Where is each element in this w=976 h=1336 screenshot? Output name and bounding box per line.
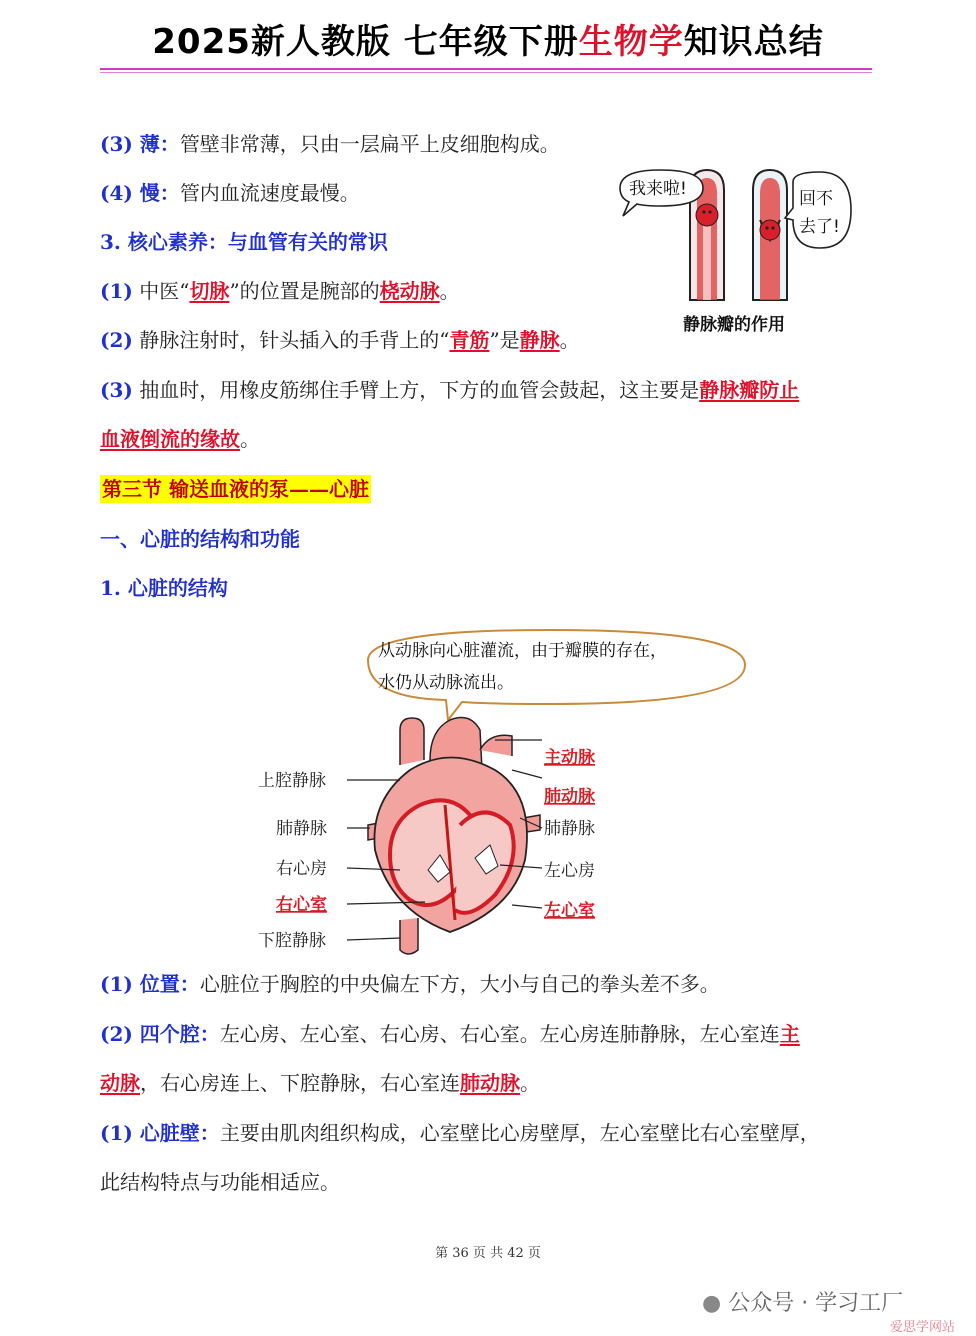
line-position: (1) 位置：心脏位于胸腔的中央偏左下方，大小与自己的拳头差不多。 bbox=[100, 972, 720, 996]
label-inferior-vena-cava: 下腔静脉 bbox=[258, 931, 326, 951]
page-title: 2025新人教版 七年级下册生物学知识总结 bbox=[152, 22, 824, 62]
line-blood-draw: (3) 抽血时，用橡皮筋绑住手臂上方，下方的血管会鼓起，这主要是静脉瓣防止 bbox=[100, 378, 800, 402]
label-aorta: 主动脉 bbox=[544, 748, 595, 768]
vein-valve-figure bbox=[615, 160, 875, 340]
section-title: 第三节 输送血液的泵——心脏 bbox=[102, 477, 369, 501]
page-number: 第 36 页 共 42 页 bbox=[435, 1246, 541, 1261]
vein-right bbox=[753, 170, 787, 300]
heart-figure bbox=[250, 620, 750, 960]
line-thin-wall: (3) 薄：管壁非常薄，只由一层扁平上皮细胞构成。 bbox=[100, 132, 560, 156]
line-injection: (2) 静脉注射时，针头插入的手背上的“青筋”是静脉。 bbox=[100, 328, 580, 352]
line-four-chambers-cont: 动脉，右心房连上、下腔静脉，右心室连肺动脉。 bbox=[100, 1071, 540, 1095]
line-blood-draw-cont: 血液倒流的缘故。 bbox=[100, 427, 260, 451]
label-right-atrium: 右心房 bbox=[276, 859, 327, 879]
line-pulse: (1) 中医“切脉”的位置是腕部的桡动脉。 bbox=[100, 279, 460, 303]
watermark: ● 公众号 · 学习工厂 bbox=[702, 1291, 904, 1316]
section-heading-core: 3. 核心素养：与血管有关的常识 bbox=[100, 230, 388, 254]
heart-labels-right bbox=[544, 747, 596, 921]
line-four-chambers: (2) 四个腔：左心房、左心室、右心房、右心室。左心房连肺静脉，左心室连主 bbox=[100, 1022, 800, 1046]
wechat-icon: ● bbox=[702, 1291, 722, 1316]
valve-caption: 静脉瓣的作用 bbox=[683, 315, 785, 335]
label-pulmonary-artery: 肺动脉 bbox=[544, 787, 595, 807]
label-left-atrium: 左心房 bbox=[544, 861, 595, 881]
heart-labels-left bbox=[258, 771, 327, 951]
bubble-left-text: 我来啦! bbox=[629, 179, 687, 199]
line-heart-wall-cont: 此结构特点与功能相适应。 bbox=[100, 1170, 340, 1194]
label-left-ventricle: 左心室 bbox=[544, 901, 595, 921]
subheading-heart-structure: 1. 心脏的结构 bbox=[100, 576, 228, 600]
bubble-right-text-1: 回不 bbox=[799, 189, 833, 209]
label-pulmonary-vein-left: 肺静脉 bbox=[276, 819, 327, 839]
line-slow-flow: (4) 慢：管内血流速度最慢。 bbox=[100, 181, 360, 205]
heart-bubble-line-2: 水仍从动脉流出。 bbox=[378, 673, 514, 693]
speech-bubble-right bbox=[785, 172, 851, 248]
title-divider bbox=[100, 68, 872, 73]
heart-bubble-line-1: 从动脉向心脏灌流，由于瓣膜的存在， bbox=[378, 641, 667, 661]
line-heart-wall: (1) 心脏壁：主要由肌肉组织构成，心室壁比心房壁厚，左心室壁比右心室壁厚， bbox=[100, 1121, 820, 1145]
bubble-right-text-2: 去了! bbox=[799, 217, 840, 237]
heart-speech-bubble bbox=[368, 630, 745, 720]
site-watermark: 爱思学网站 bbox=[890, 1320, 956, 1335]
heart-drawing bbox=[368, 718, 540, 954]
label-pulmonary-vein-right: 肺静脉 bbox=[544, 819, 595, 839]
subheading-structure-function: 一、心脏的结构和功能 bbox=[100, 527, 300, 551]
label-superior-vena-cava: 上腔静脉 bbox=[258, 771, 326, 791]
label-right-ventricle: 右心室 bbox=[276, 895, 327, 915]
